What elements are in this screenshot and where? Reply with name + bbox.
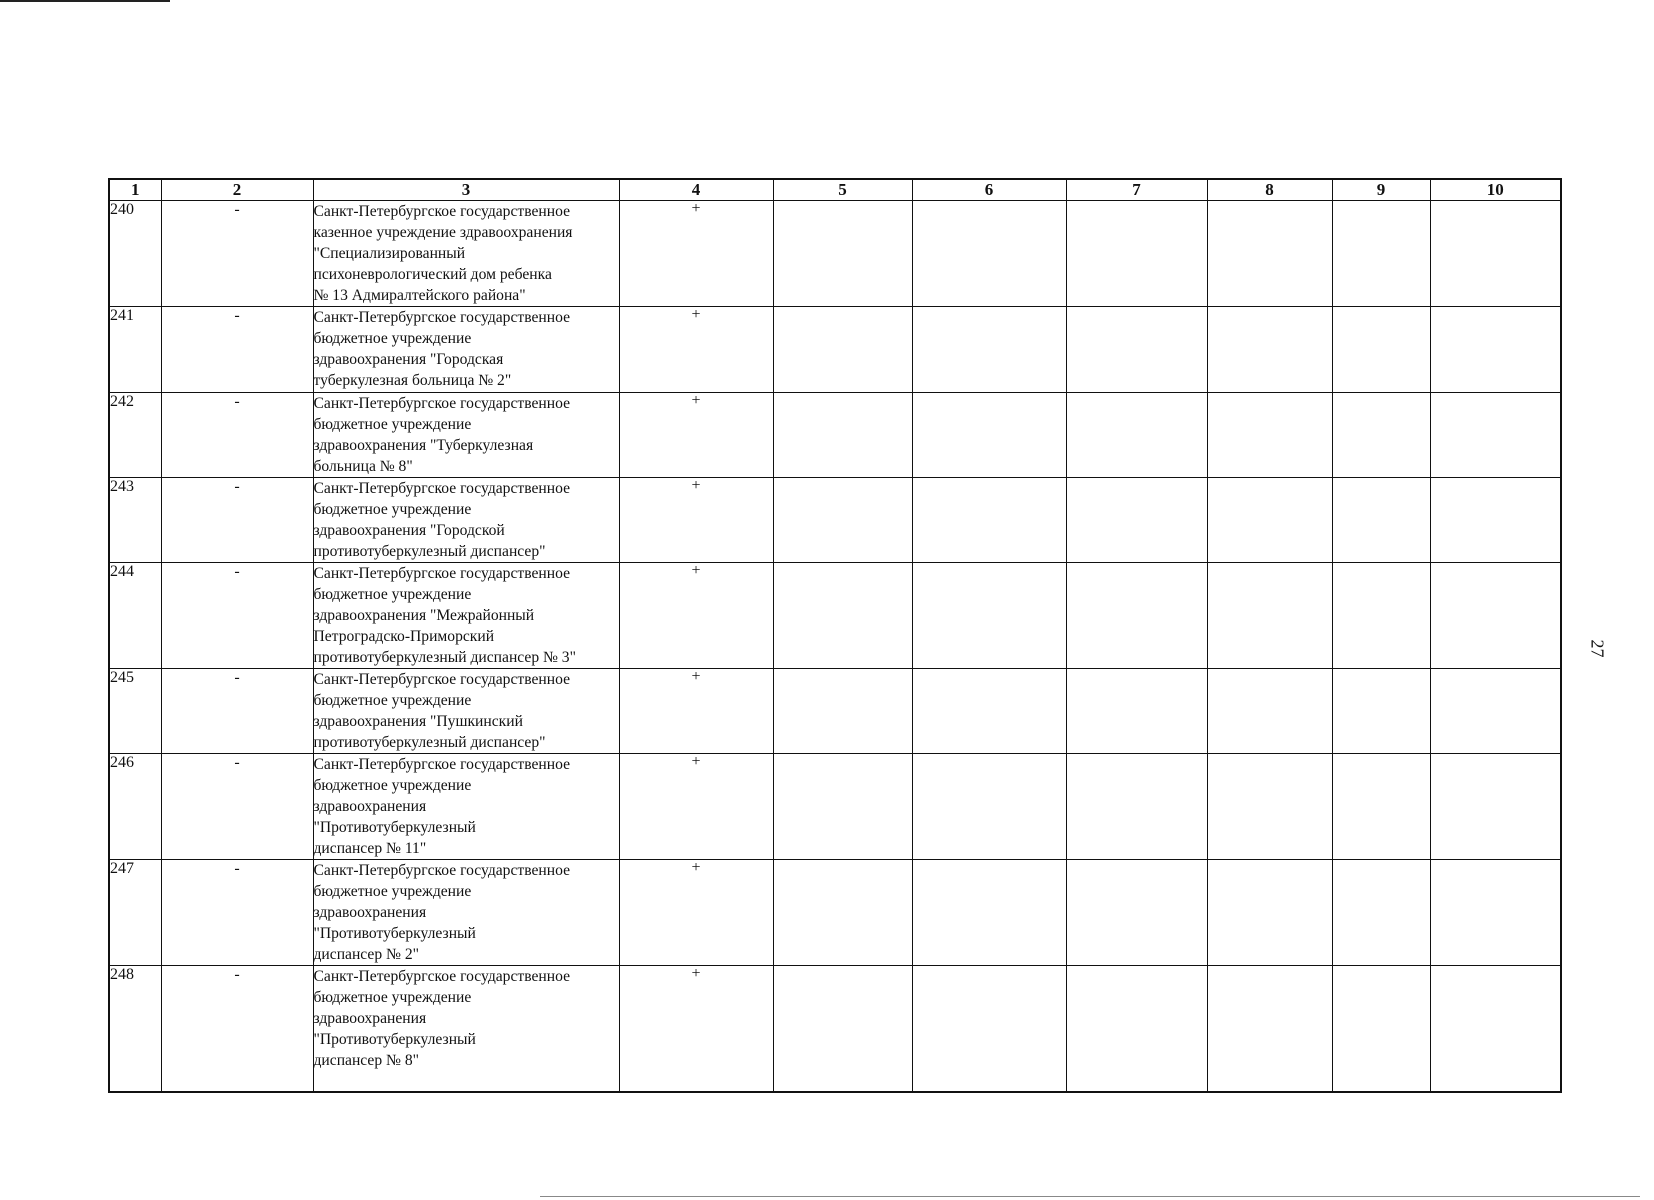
institution-name: Санкт-Петербургское государственное бюджетное учреждение здравоохранения "Противотуберкулезный диспансер № 2" (313, 860, 619, 966)
row-number: 243 (109, 478, 161, 563)
institution-name: Санкт-Петербургское государственное бюджетное учреждение здравоохранения "Противотуберкулезный диспансер № 8" (313, 966, 619, 1092)
empty-cell (912, 307, 1066, 393)
col2-value: - (161, 563, 313, 669)
plus-mark: + (619, 754, 773, 860)
empty-cell (912, 201, 1066, 307)
plus-mark: + (619, 563, 773, 669)
plus-mark: + (619, 669, 773, 754)
empty-cell (773, 201, 912, 307)
col2-value: - (161, 478, 313, 563)
table-body (109, 201, 1561, 1092)
row-number: 241 (109, 307, 161, 393)
empty-cell (1430, 563, 1561, 669)
empty-cell (1207, 201, 1332, 307)
institution-name: Санкт-Петербургское государственное бюджетное учреждение здравоохранения "Пушкинский противотуберкулезный диспансер" (313, 669, 619, 754)
empty-cell (1207, 754, 1332, 860)
plus-mark: + (619, 966, 773, 1092)
empty-cell (1332, 563, 1430, 669)
plus-mark: + (619, 478, 773, 563)
row-number: 240 (109, 201, 161, 307)
empty-cell (1066, 307, 1207, 393)
header-row (109, 179, 1561, 201)
table-row (109, 201, 1561, 307)
scan-edge-line-bottom (540, 1196, 1640, 1197)
plus-mark: + (619, 860, 773, 966)
empty-cell (912, 754, 1066, 860)
empty-cell (912, 860, 1066, 966)
col2-value: - (161, 201, 313, 307)
empty-cell (773, 860, 912, 966)
col2-value: - (161, 669, 313, 754)
empty-cell (1066, 563, 1207, 669)
empty-cell (1066, 201, 1207, 307)
header-col-10: 10 (1430, 179, 1561, 201)
table-row (109, 669, 1561, 754)
empty-cell (1430, 860, 1561, 966)
plus-mark: + (619, 307, 773, 393)
table-row (109, 860, 1561, 966)
empty-cell (1207, 307, 1332, 393)
col2-value: - (161, 393, 313, 478)
header-col-3: 3 (313, 179, 619, 201)
page-number: 27 (1587, 639, 1608, 658)
empty-cell (912, 563, 1066, 669)
header-col-1: 1 (109, 179, 161, 201)
table-row (109, 966, 1561, 1092)
empty-cell (773, 393, 912, 478)
empty-cell (1207, 860, 1332, 966)
header-col-7: 7 (1066, 179, 1207, 201)
row-number: 242 (109, 393, 161, 478)
plus-mark: + (619, 201, 773, 307)
empty-cell (1207, 563, 1332, 669)
registry-table (108, 178, 1562, 1093)
institution-name: Санкт-Петербургское государственное бюджетное учреждение здравоохранения "Противотуберкулезный диспансер № 11" (313, 754, 619, 860)
row-number: 246 (109, 754, 161, 860)
header-col-4: 4 (619, 179, 773, 201)
empty-cell (773, 754, 912, 860)
empty-cell (1332, 860, 1430, 966)
empty-cell (1430, 966, 1561, 1092)
institution-name: Санкт-Петербургское государственное бюджетное учреждение здравоохранения "Городской противотуберкулезный диспансер" (313, 478, 619, 563)
table-row (109, 563, 1561, 669)
scan-edge-line (0, 0, 170, 2)
empty-cell (1332, 307, 1430, 393)
empty-cell (1332, 754, 1430, 860)
empty-cell (1207, 393, 1332, 478)
empty-cell (1066, 669, 1207, 754)
table-row (109, 754, 1561, 860)
empty-cell (1207, 669, 1332, 754)
empty-cell (1066, 478, 1207, 563)
table-header (109, 179, 1561, 201)
row-number: 248 (109, 966, 161, 1092)
header-col-8: 8 (1207, 179, 1332, 201)
row-number: 247 (109, 860, 161, 966)
empty-cell (1430, 669, 1561, 754)
empty-cell (1430, 393, 1561, 478)
empty-cell (773, 563, 912, 669)
table-row (109, 393, 1561, 478)
empty-cell (773, 478, 912, 563)
empty-cell (1332, 669, 1430, 754)
institution-name: Санкт-Петербургское государственное казенное учреждение здравоохранения "Специализированный психоневрологический дом ребенка № 13 Адмиралтейского района" (313, 201, 619, 307)
empty-cell (1066, 754, 1207, 860)
col2-value: - (161, 860, 313, 966)
empty-cell (1066, 966, 1207, 1092)
header-col-5: 5 (773, 179, 912, 201)
col2-value: - (161, 754, 313, 860)
col2-value: - (161, 966, 313, 1092)
empty-cell (1430, 754, 1561, 860)
empty-cell (1332, 201, 1430, 307)
empty-cell (912, 478, 1066, 563)
row-number: 244 (109, 563, 161, 669)
header-col-9: 9 (1332, 179, 1430, 201)
table-row (109, 478, 1561, 563)
empty-cell (1430, 307, 1561, 393)
institution-name: Санкт-Петербургское государственное бюджетное учреждение здравоохранения "Межрайонный Петроградско-Приморский противотуберкулезный диспансер № 3" (313, 563, 619, 669)
empty-cell (1332, 393, 1430, 478)
empty-cell (1332, 478, 1430, 563)
empty-cell (1430, 478, 1561, 563)
header-col-2: 2 (161, 179, 313, 201)
table-row (109, 307, 1561, 393)
empty-cell (1207, 966, 1332, 1092)
empty-cell (912, 669, 1066, 754)
empty-cell (773, 966, 912, 1092)
empty-cell (773, 307, 912, 393)
empty-cell (912, 393, 1066, 478)
empty-cell (1430, 201, 1561, 307)
empty-cell (1207, 478, 1332, 563)
row-number: 245 (109, 669, 161, 754)
header-col-6: 6 (912, 179, 1066, 201)
col2-value: - (161, 307, 313, 393)
empty-cell (1066, 393, 1207, 478)
plus-mark: + (619, 393, 773, 478)
institution-name: Санкт-Петербургское государственное бюджетное учреждение здравоохранения "Городская туберкулезная больница № 2" (313, 307, 619, 393)
empty-cell (773, 669, 912, 754)
empty-cell (1332, 966, 1430, 1092)
empty-cell (1066, 860, 1207, 966)
institution-name: Санкт-Петербургское государственное бюджетное учреждение здравоохранения "Туберкулезная больница № 8" (313, 393, 619, 478)
empty-cell (912, 966, 1066, 1092)
